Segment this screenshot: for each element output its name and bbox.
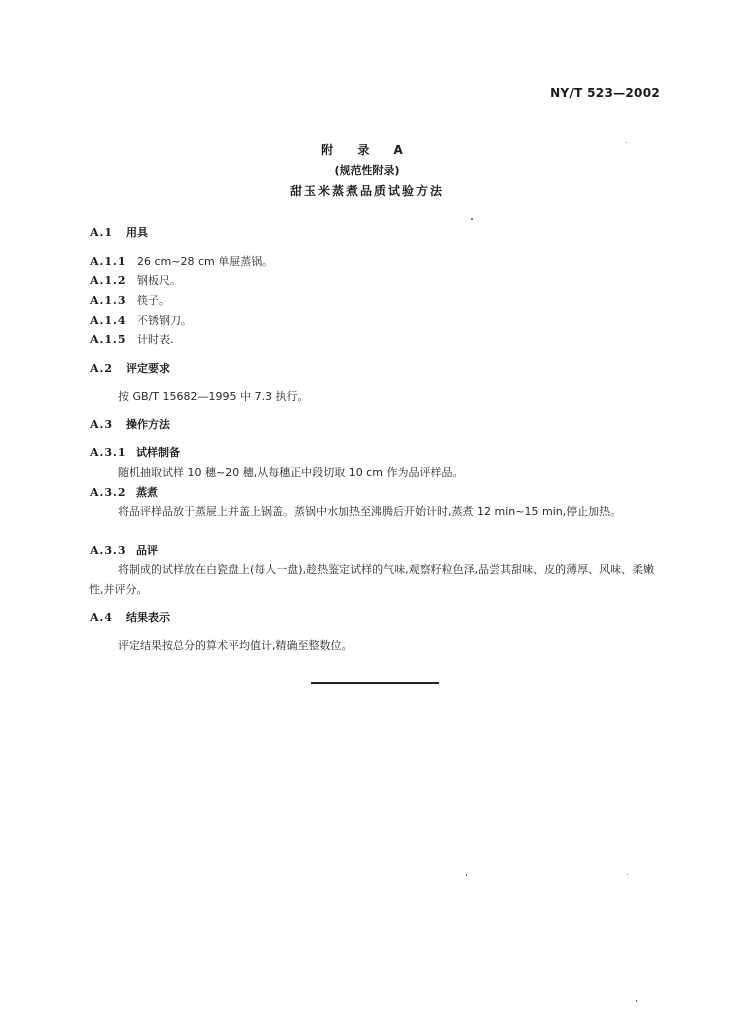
section-a4-text: 评定结果按总分的算术平均值计,精确至整数位。 [118, 639, 353, 652]
section-a4-heading [90, 611, 170, 625]
subsection-number: A.3.1 [90, 446, 127, 459]
item-text: 筷子。 [137, 294, 170, 307]
subsection-title: 试样制备 [136, 446, 180, 459]
item-number: A.1.1 [90, 255, 127, 268]
section-title: 用具 [126, 226, 148, 239]
section-number: A.2 [90, 362, 114, 375]
item-text: 钢板尺。 [137, 274, 181, 287]
section-a2-heading [90, 362, 170, 376]
section-title: 评定要求 [126, 362, 170, 375]
item-number: A.1.4 [90, 314, 127, 327]
annex-main-title: 甜玉米蒸煮品质试验方法 [289, 184, 444, 198]
subsection-a3-3-heading [90, 544, 158, 558]
item-a1-1 [90, 255, 273, 269]
subsection-a3-3-text: 将制成的试样放在白瓷盘上(每人一盘),趁热鉴定试样的气味,观察籽粒色泽,品尝其甜味、皮的薄厚、风味、柔嫩性,并评分。 [89, 563, 655, 596]
subsection-a3-2-text: 将品评样品放于蒸屉上并盖上锅盖。蒸锅中水加热至沸腾后开始计时,蒸煮 12 min~15 min,停止加热。 [118, 505, 622, 518]
item-text: 26 cm~28 cm 单屉蒸锅。 [137, 255, 274, 268]
subsection-number: A.3.2 [90, 486, 127, 499]
section-a2-text: 按 GB/T 15682—1995 中 7.3 执行。 [118, 390, 309, 403]
item-a1-5 [90, 333, 174, 347]
annex-subtitle: (规范性附录) [334, 164, 400, 177]
standard-code: NY/T 523—2002 [550, 86, 660, 100]
scan-speck [636, 1000, 637, 1002]
item-text: 计时表. [137, 333, 174, 346]
subsection-a3-1-heading [90, 446, 180, 460]
section-title: 操作方法 [126, 418, 170, 431]
item-text: 不锈钢刀。 [137, 314, 192, 327]
item-a1-4 [90, 314, 192, 328]
end-rule [311, 682, 439, 684]
item-a1-3 [90, 294, 170, 308]
section-title: 结果表示 [126, 611, 170, 624]
section-number: A.3 [90, 418, 114, 431]
item-number: A.1.5 [90, 333, 127, 346]
section-a3-heading [90, 418, 170, 432]
subsection-number: A.3.3 [90, 544, 127, 557]
subsection-a3-2-heading [90, 486, 158, 500]
scan-speck [471, 218, 473, 220]
section-number: A.1 [90, 226, 114, 239]
subsection-title: 品评 [136, 544, 158, 557]
item-number: A.1.3 [90, 294, 127, 307]
section-number: A.4 [90, 611, 114, 624]
item-a1-2 [90, 274, 181, 288]
scan-speck [466, 874, 467, 876]
scan-speck [627, 874, 628, 875]
subsection-title: 蒸煮 [136, 486, 158, 499]
annex-title: 附 录 A [321, 143, 413, 157]
subsection-a3-1-text: 随机抽取试样 10 穗~20 穗,从每穗正中段切取 10 cm 作为品评样品。 [118, 466, 464, 479]
section-a1-heading [90, 226, 148, 240]
scan-speck [626, 142, 627, 143]
item-number: A.1.2 [90, 274, 127, 287]
